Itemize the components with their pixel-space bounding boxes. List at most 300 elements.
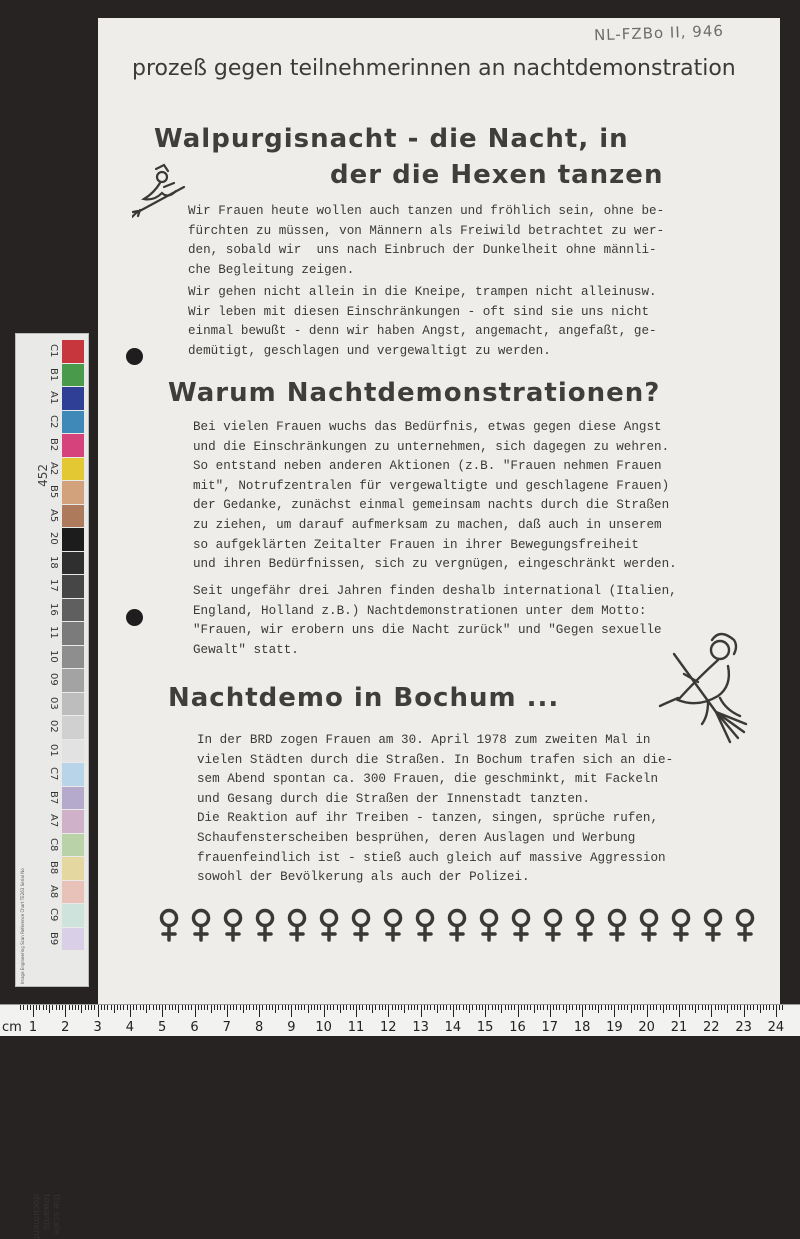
ruler-tick [81,1005,82,1013]
ruler-tick [689,1005,690,1010]
paragraph-international: Seit ungefähr drei Jahren finden deshalb international (Italien, England, Holland z.B.) Nachtdemonstrationen unter dem Motto: "Frauen, wir erobern uns die Nacht zurück" und "Gegen sexuelle Gewalt" statt. [193,584,677,657]
ruler-tick [685,1005,686,1010]
venus-symbol-icon [286,908,308,942]
ruler-tick [175,1005,176,1010]
ruler-tick [366,1005,367,1010]
ruler-tick [469,1005,470,1013]
ruler-tick [498,1005,499,1010]
ruler-tick [369,1005,370,1010]
ruler-tick [236,1005,237,1010]
ruler-unit: cm [2,1020,22,1035]
ruler-tick [715,1005,716,1010]
ruler-tick [156,1005,157,1010]
ruler-tick [501,1005,502,1013]
ruler-tick [440,1005,441,1010]
ruler-tick [627,1005,628,1010]
ruler-tick [537,1005,538,1010]
handwritten-note: 452 [36,464,50,487]
ruler-number: 4 [125,1020,135,1035]
ruler-tick [421,1005,422,1017]
ruler-tick [130,1005,131,1017]
ruler-tick [753,1005,754,1010]
venus-symbol-icon [542,908,564,942]
color-patch [62,340,84,363]
ruler-tick [631,1005,632,1013]
ruler-tick [308,1005,309,1013]
ruler-tick [230,1005,231,1010]
ruler-tick [117,1005,118,1010]
ruler-tick [240,1005,241,1010]
ruler-tick [146,1005,147,1013]
ruler-tick [78,1005,79,1010]
color-patch [62,904,84,927]
patch-label: 20 [48,532,59,545]
ruler-tick [611,1005,612,1010]
paragraph-bochum: In der BRD zogen Frauen am 30. April 1978 zum zweiten Mal in vielen Städten durch die Straßen. In Bochum trafen sich an die- sem Abend spontan ca. 300 Frauen, die geschminkt, mit Fackeln und Gesang durch die Straßen der Innenstadt tanzten. Die Reaktion auf ihr Treiben - tanzen, singen, sprüche rufen, Schaufensterscheiben besprühen, deren Auslagen und Werbung frauenfeindlich ist - stieß auch gleich auf massive Aggression sowohl der Bevölkerung als auch der Polizei. [197,733,674,885]
ruler-tick [556,1005,557,1010]
ruler-tick [311,1005,312,1010]
ruler-tick [320,1005,321,1010]
venus-symbol-icon [574,908,596,942]
ruler-tick [195,1005,196,1017]
color-patch [62,740,84,763]
ruler-tick [101,1005,102,1010]
ruler-tick [256,1005,257,1010]
patch-label: 01 [48,743,59,757]
ruler-tick [624,1005,625,1010]
ruler-number: 8 [254,1020,264,1035]
patch-label: C8 [48,837,59,851]
patch-label: 18 [48,555,59,569]
ruler-tick [301,1005,302,1010]
ruler-tick [572,1005,573,1010]
ruler-tick [650,1005,651,1010]
color-patch [62,810,84,833]
ruler-tick [133,1005,134,1010]
paragraph-intro: Wir Frauen heute wollen auch tanzen und fröhlich sein, ohne be- fürchten zu müssen, von Männern als Freiwild betrachtet zu wer- den, sobald wir uns nach Einbruch der Dunkelheit ohne männli- che Begleitung zeigen. [188,204,665,277]
ruler-number: 3 [93,1020,102,1035]
ruler-tick [153,1005,154,1010]
ruler-tick [595,1005,596,1010]
ruler-tick [640,1005,641,1010]
ruler-tick [731,1005,732,1010]
ruler-tick [207,1005,208,1010]
ruler-tick [408,1005,409,1010]
ruler-tick [653,1005,654,1010]
color-patch [62,881,84,904]
venus-symbol-icon [606,908,628,942]
ruler-number: 12 [380,1020,397,1035]
ruler-tick [705,1005,706,1010]
ruler-tick [763,1005,764,1010]
ruler-tick [430,1005,431,1010]
venus-symbol-row [158,908,756,942]
ruler-tick [249,1005,250,1010]
ruler-tick [127,1005,128,1010]
ruler-tick [443,1005,444,1010]
ruler-tick [211,1005,212,1013]
venus-symbol-icon [510,908,532,942]
ruler-tick [243,1005,244,1013]
color-patch [62,787,84,810]
patch-label: B5 [48,485,59,499]
ruler-tick [143,1005,144,1010]
ruler-tick [214,1005,215,1010]
color-patch [62,364,84,387]
ruler-number: 11 [347,1020,365,1035]
ruler-tick [559,1005,560,1010]
ruler-tick [62,1005,63,1010]
ruler-tick [140,1005,141,1010]
color-patch [62,528,84,551]
paragraph-restrictions: Wir gehen nicht allein in die Kneipe, trampen nicht alleinusw. Wir leben mit diesen Einschränkungen - oft sind sie uns nicht einmal bewußt - denn wir haben Angst, angemacht, angefaßt, ge- demütigt, geschlagen und vergewaltigt zu werden. [188,285,657,358]
ruler-tick [576,1005,577,1010]
ruler-tick [411,1005,412,1010]
patch-label: B2 [48,438,59,452]
ruler-tick [375,1005,376,1010]
ruler-tick [446,1005,447,1010]
patch-label: 10 [48,649,59,663]
ruler-tick [269,1005,270,1010]
ruler-tick [36,1005,37,1010]
ruler-tick [379,1005,380,1010]
color-patch [62,575,84,598]
ruler-tick [275,1005,276,1013]
patch-label: C7 [48,767,59,781]
ruler-tick [317,1005,318,1010]
paragraph-why: Bei vielen Frauen wuchs das Bedürfnis, etwas gegen diese Angst und die Einschränkungen zu unternehmen, sich dagegen zu wehren. So entstand neben anderen Aktionen (z.B. "Frauen nehmen Frauen mit", Notrufzentralen für vergewaltigte und geschlagene Frauen) der Gedanke, zunächst einmal gemeinsam nachts durch die Straßen zu ziehen, um darauf aufmerksam zu machen, daß auch in unserem so aufgeklärten Zeitalter Frauen in ihrer Bewegungsfreiheit und ihren Bedürfnissen, sich zu vergnügen, eingeschränkt werden. [193,420,677,572]
patch-label: B1 [48,367,59,381]
ruler-tick [217,1005,218,1010]
patch-label: 02 [48,720,59,733]
venus-symbol-icon [638,908,660,942]
color-patch [62,693,84,716]
venus-symbol-icon [254,908,276,942]
ruler-tick [56,1005,57,1010]
ruler-number: 9 [287,1020,296,1035]
title-line-2: der die Hexen tanzen [330,160,664,190]
ruler-tick [744,1005,745,1017]
color-patch [62,434,84,457]
ruler-tick [459,1005,460,1010]
ruler-tick [162,1005,163,1017]
color-patch [62,481,84,504]
ruler-tick [569,1005,570,1010]
ruler-tick [266,1005,267,1010]
ruler-tick [104,1005,105,1010]
ruler-tick [72,1005,73,1010]
ruler-tick [656,1005,657,1010]
color-patch [62,411,84,434]
venus-symbol-icon [318,908,340,942]
venus-symbol-icon [478,908,500,942]
ruler-tick [224,1005,225,1010]
ruler-tick [20,1005,21,1010]
ruler-tick [165,1005,166,1010]
ruler-tick [524,1005,525,1010]
color-scale-chart [15,333,89,1239]
ruler-tick [169,1005,170,1010]
heading-why: Warum Nachtdemonstrationen? [168,378,661,408]
ruler-tick [107,1005,108,1010]
ruler-tick [398,1005,399,1010]
ruler-tick [182,1005,183,1010]
ruler-tick [682,1005,683,1010]
ruler-tick [724,1005,725,1010]
patch-label: A2 [48,461,59,475]
ruler-tick [637,1005,638,1010]
ruler-tick [178,1005,179,1013]
ruler-tick [521,1005,522,1010]
measurement-ruler [0,1004,800,1036]
ruler-tick [282,1005,283,1010]
ruler-tick [262,1005,263,1010]
ruler-tick [702,1005,703,1010]
ruler-tick [23,1005,24,1010]
ruler-tick [488,1005,489,1010]
ruler-tick [592,1005,593,1010]
ruler-tick [450,1005,451,1010]
venus-symbol-icon [734,908,756,942]
ruler-tick [424,1005,425,1010]
ruler-tick [663,1005,664,1013]
ruler-tick [149,1005,150,1010]
ruler-tick [479,1005,480,1010]
ruler-tick [476,1005,477,1010]
ruler-tick [760,1005,761,1013]
patch-label: 09 [48,673,59,686]
ruler-tick [33,1005,34,1017]
ruler-number: 5 [158,1020,167,1035]
ruler-tick [585,1005,586,1010]
ruler-tick [298,1005,299,1010]
color-patch [62,763,84,786]
ruler-tick [673,1005,674,1010]
ruler-tick [159,1005,160,1010]
ruler-tick [388,1005,389,1017]
ruler-number: 20 [638,1020,655,1035]
ruler-tick [773,1005,774,1010]
ruler-tick [757,1005,758,1010]
venus-symbol-icon [382,908,404,942]
patch-label: A8 [48,884,59,898]
ruler-tick [98,1005,99,1017]
ruler-tick [747,1005,748,1010]
witch-on-broom-icon [132,163,190,221]
ruler-tick [769,1005,770,1010]
ruler-tick [634,1005,635,1010]
ruler-tick [59,1005,60,1010]
ruler-number: 18 [573,1020,591,1035]
ruler-tick [343,1005,344,1010]
patch-label: B9 [48,931,59,945]
ruler-tick [598,1005,599,1013]
ruler-tick [718,1005,719,1010]
ruler-tick [547,1005,548,1010]
ruler-tick [698,1005,699,1010]
ruler-number: 6 [190,1020,199,1035]
ruler-number: 19 [606,1020,623,1035]
venus-symbol-icon [222,908,244,942]
ruler-tick [492,1005,493,1010]
ruler-tick [333,1005,334,1010]
ruler-tick [324,1005,325,1017]
ruler-tick [543,1005,544,1010]
ruler-tick [65,1005,66,1017]
ruler-tick [727,1005,728,1013]
ruler-tick [91,1005,92,1010]
ruler-tick [395,1005,396,1010]
patch-label: 16 [48,602,59,616]
patch-label: 17 [48,579,59,592]
ruler-tick [434,1005,435,1010]
ruler-tick [356,1005,357,1017]
ruler-tick [679,1005,680,1017]
ruler-tick [647,1005,648,1017]
punch-hole-bottom [126,609,143,626]
ruler-tick [608,1005,609,1010]
ruler-tick [346,1005,347,1010]
ruler-tick [550,1005,551,1017]
ruler-tick [85,1005,86,1010]
ruler-tick [621,1005,622,1010]
color-patch [62,599,84,622]
ruler-tick [453,1005,454,1017]
ruler-tick [288,1005,289,1010]
witch-dancing-icon [658,628,762,748]
ruler-tick [676,1005,677,1010]
ruler-tick [711,1005,712,1017]
ruler-tick [605,1005,606,1010]
ruler-tick [750,1005,751,1010]
ruler-tick [495,1005,496,1010]
ruler-tick [340,1005,341,1013]
ruler-tick [427,1005,428,1010]
ruler-tick [259,1005,260,1017]
ruler-tick [392,1005,393,1010]
ruler-number: 7 [222,1020,231,1035]
ruler-tick [472,1005,473,1010]
ruler-tick [666,1005,667,1010]
ruler-tick [52,1005,53,1010]
ruler-tick [353,1005,354,1010]
ruler-tick [721,1005,722,1010]
ruler-tick [111,1005,112,1010]
ruler-tick [272,1005,273,1010]
archive-reference: NL-FZBo II, 946 [593,21,725,45]
ruler-tick [188,1005,189,1010]
ruler-tick [185,1005,186,1010]
ruler-tick [669,1005,670,1010]
patch-label: A7 [48,814,59,828]
color-patch [62,552,84,575]
venus-symbol-icon [446,908,468,942]
ruler-tick [518,1005,519,1017]
ruler-tick [43,1005,44,1010]
ruler-tick [482,1005,483,1010]
venus-symbol-icon [350,908,372,942]
ruler-number: 23 [735,1020,752,1035]
ruler-tick [505,1005,506,1010]
patch-label: A5 [48,508,59,522]
ruler-tick [466,1005,467,1010]
venus-symbol-icon [414,908,436,942]
patch-label: C1 [48,344,59,358]
venus-symbol-icon [158,908,180,942]
ruler-tick [737,1005,738,1010]
ruler-tick [120,1005,121,1010]
ruler-tick [114,1005,115,1013]
ruler-tick [782,1005,783,1010]
ruler-number: 16 [509,1020,526,1035]
ruler-tick [643,1005,644,1010]
ruler-tick [314,1005,315,1010]
ruler-tick [508,1005,509,1010]
ruler-tick [601,1005,602,1010]
ruler-tick [359,1005,360,1010]
ruler-tick [88,1005,89,1010]
color-patch [62,387,84,410]
chart-fine-print: Image Engineering Scan Reference Chart TE263 Serial No [20,868,25,984]
ruler-tick [766,1005,767,1010]
ruler-tick [527,1005,528,1010]
patch-label: B7 [48,790,59,804]
ruler-tick [30,1005,31,1010]
punch-hole-top [126,348,143,365]
ruler-number: 17 [541,1020,559,1035]
venus-symbol-icon [190,908,212,942]
ruler-number: 21 [670,1020,688,1035]
ruler-number: 22 [703,1020,720,1035]
color-patch [62,834,84,857]
ruler-tick [220,1005,221,1010]
ruler-number: 1 [28,1020,38,1035]
ruler-tick [330,1005,331,1010]
venus-symbol-icon [702,908,724,942]
ruler-tick [417,1005,418,1010]
ruler-number: 2 [61,1020,70,1035]
ruler-tick [534,1005,535,1013]
ruler-tick [692,1005,693,1010]
color-patch [62,646,84,669]
color-patch [62,716,84,739]
ruler-tick [285,1005,286,1010]
patch-label: 11 [48,626,59,639]
scale-caption: the scale towards document [31,1194,61,1239]
ruler-tick [136,1005,137,1010]
ruler-number: 15 [476,1020,494,1035]
ruler-tick [246,1005,247,1010]
ruler-tick [327,1005,328,1010]
ruler-tick [563,1005,564,1010]
ruler-tick [566,1005,567,1013]
ruler-tick [579,1005,580,1010]
ruler-number: 14 [444,1020,462,1035]
ruler-tick [401,1005,402,1010]
ruler-tick [253,1005,254,1010]
patch-label: A1 [48,391,59,405]
ruler-tick [362,1005,363,1010]
ruler-tick [485,1005,486,1017]
ruler-tick [201,1005,202,1010]
ruler-tick [291,1005,292,1017]
ruler-tick [779,1005,780,1010]
ruler-tick [614,1005,615,1017]
patch-label: B8 [48,861,59,875]
ruler-tick [463,1005,464,1010]
venus-symbol-icon [670,908,692,942]
ruler-tick [414,1005,415,1010]
